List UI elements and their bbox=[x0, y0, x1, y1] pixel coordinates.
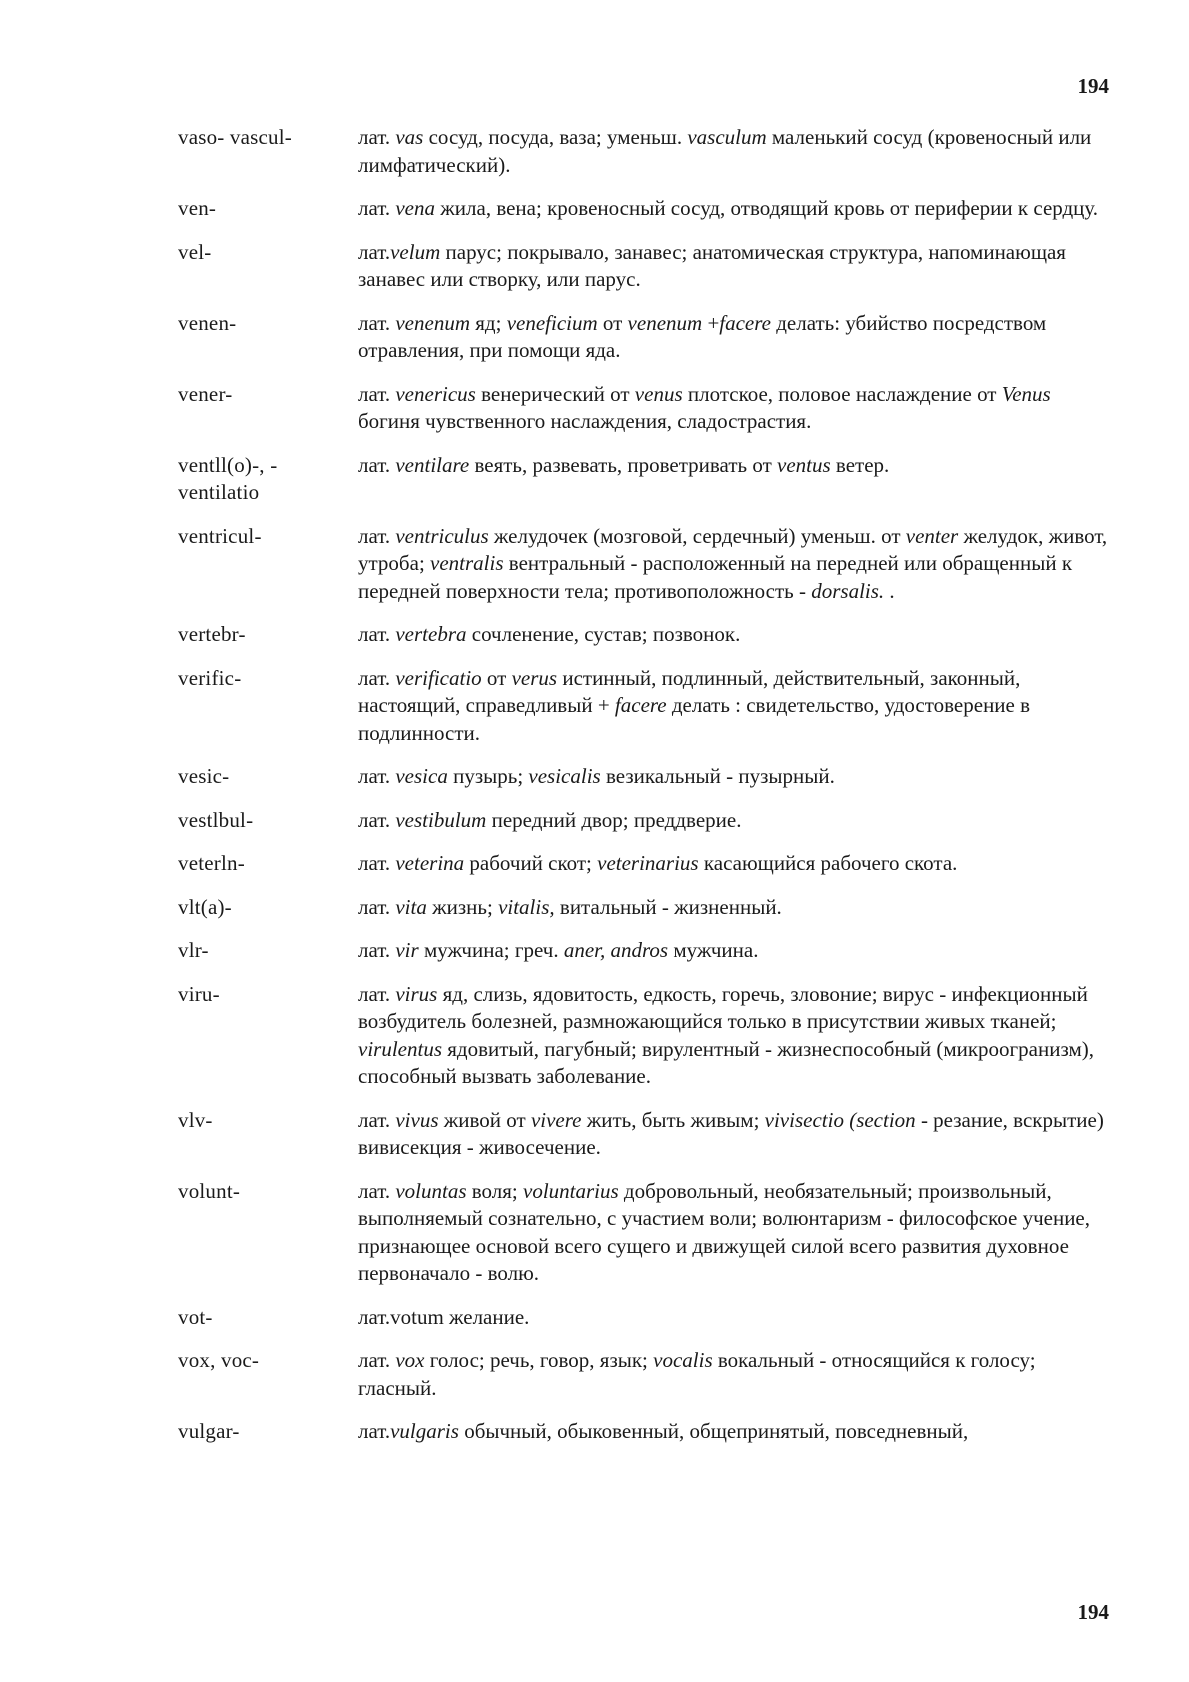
definition-text: лат. bbox=[358, 523, 396, 548]
dictionary-entry bbox=[178, 1178, 1108, 1288]
entry-definition bbox=[358, 523, 1108, 606]
definition-latin-term: ventralis bbox=[430, 551, 504, 575]
definition-text: лат. bbox=[358, 125, 396, 149]
dictionary-entry bbox=[178, 1347, 1108, 1402]
definition-latin-term: facere bbox=[719, 310, 771, 335]
definition-text: делать : свидетельство, удостоверение в подлинности. bbox=[358, 693, 1031, 745]
definition-text: ядовитый, пагубный; вирулентный - жизнеспособный (микроогранизм), способный вызвать заболевание. bbox=[358, 1036, 1094, 1088]
definition-text: добровольный, необязательный; произвольный, выполняемый сознательно, с участием воли; волюнтаризм - философское учение, признающее основой всего сущего и движущей силой всего развития духовное первоначало - волю. bbox=[358, 1178, 1091, 1285]
entry-definition bbox=[358, 1107, 1108, 1162]
dictionary-entry bbox=[178, 239, 1108, 294]
definition-text: лат. bbox=[358, 1107, 396, 1132]
definition-text: венерический от bbox=[475, 381, 635, 406]
definition-latin-term: dorsalis. bbox=[811, 578, 885, 603]
definition-latin-term: vita bbox=[395, 894, 427, 919]
definition-text: яд, слизь, ядовитость, едкость, горечь, зловоние; вирус - инфекционный возбудитель болезней, размножающийся только в присутствии живых тканей; bbox=[358, 981, 1088, 1033]
definition-text: жить, быть живым; bbox=[581, 1107, 765, 1132]
definition-latin-term: vivus bbox=[395, 1107, 439, 1132]
definition-latin-term: voluntas bbox=[395, 1178, 467, 1203]
definition-text: витальный - жизненный. bbox=[554, 894, 782, 919]
dictionary-entry bbox=[178, 523, 1108, 606]
definition-text: от bbox=[597, 310, 628, 335]
definition-text: жизнь; bbox=[426, 894, 499, 919]
definition-latin-term: virus bbox=[395, 981, 438, 1006]
definition-latin-term: vas bbox=[395, 125, 424, 149]
definition-text: делать: убийство посредством отравления, при помощи яда. bbox=[358, 310, 1047, 362]
entry-term: verific- bbox=[178, 665, 242, 690]
entry-definition bbox=[358, 1178, 1108, 1288]
definition-text: пузырь; bbox=[447, 764, 529, 788]
definition-latin-term: venenum bbox=[395, 310, 470, 335]
entry-definition bbox=[358, 763, 1108, 791]
definition-text: лат. bbox=[358, 764, 396, 788]
definition-text: лат. bbox=[358, 239, 391, 264]
definition-text: лат. bbox=[358, 807, 396, 832]
definition-text: ветер. bbox=[830, 452, 890, 477]
definition-text: передний двор; преддверие. bbox=[486, 807, 742, 832]
definition-text: мужчина. bbox=[668, 938, 759, 962]
definition-latin-term: vivisectio (section bbox=[764, 1107, 916, 1132]
definition-latin-term: vesica bbox=[395, 764, 448, 788]
entry-term: volunt- bbox=[178, 1178, 241, 1203]
definition-latin-term: vir bbox=[395, 938, 419, 962]
definition-text: рабочий скот; bbox=[464, 851, 598, 875]
definition-text: веять, развевать, проветривать от bbox=[469, 452, 777, 477]
definition-latin-term: ventriculus bbox=[395, 523, 489, 548]
definition-text: желудок, живот, утроба; bbox=[358, 523, 1108, 575]
definition-latin-term: velum bbox=[390, 239, 441, 264]
definition-text: сосуд, посуда, ваза; уменьш. bbox=[423, 125, 688, 149]
dictionary-entry bbox=[178, 850, 1108, 878]
definition-latin-term: veterinarius bbox=[597, 851, 699, 875]
definition-text: лат.votum желание. bbox=[358, 1304, 530, 1329]
dictionary-entry bbox=[178, 124, 1108, 179]
definition-text: лат. bbox=[358, 196, 396, 220]
definition-text: лат. bbox=[358, 1348, 396, 1372]
entry-term: vesic- bbox=[178, 764, 230, 788]
definition-text: везикальный - пузырный. bbox=[600, 764, 835, 788]
entry-term: ventll(o)-, - ventilatio bbox=[178, 452, 278, 504]
entry-definition bbox=[358, 981, 1108, 1091]
entry-term: venen- bbox=[178, 310, 237, 335]
entry-term: vlt(a)- bbox=[178, 894, 232, 919]
definition-text: маленький сосуд (кровеносный или лимфатический). bbox=[358, 125, 1092, 177]
entry-definition bbox=[358, 239, 1108, 294]
definition-text: + bbox=[702, 310, 720, 335]
definition-text: лат. bbox=[358, 452, 396, 477]
dictionary-entry bbox=[178, 763, 1108, 791]
entry-term: vlr- bbox=[178, 938, 209, 962]
dictionary-entry bbox=[178, 665, 1108, 748]
definition-text: лат. bbox=[358, 381, 396, 406]
definition-text: касающийся рабочего скота. bbox=[698, 851, 958, 875]
definition-text: парус; покрывало, занавес; анатомическая структура, напоминающая занавес или створку, или парус. bbox=[358, 239, 1066, 291]
definition-latin-term: venter bbox=[905, 523, 959, 548]
definition-text: лат. bbox=[358, 622, 396, 646]
entry-term: vulgar- bbox=[178, 1419, 240, 1443]
definition-latin-term: verificatio bbox=[395, 665, 482, 690]
definition-text: лат. bbox=[358, 981, 396, 1006]
definition-text: лат. bbox=[358, 851, 396, 875]
dictionary-entries bbox=[178, 124, 1108, 1462]
dictionary-entry bbox=[178, 381, 1108, 436]
definition-latin-term: veterina bbox=[395, 851, 465, 875]
definition-text: живой от bbox=[438, 1107, 531, 1132]
definition-text: яд; bbox=[470, 310, 507, 335]
dictionary-entry bbox=[178, 1304, 1108, 1332]
definition-latin-term: voluntarius bbox=[523, 1178, 619, 1203]
dictionary-entry bbox=[178, 621, 1108, 649]
entry-definition bbox=[358, 1418, 1108, 1446]
entry-definition bbox=[358, 381, 1108, 436]
entry-definition bbox=[358, 452, 1108, 480]
entry-definition bbox=[358, 850, 1108, 878]
definition-text: желудочек (мозговой, сердечный) уменьш. от bbox=[488, 523, 906, 548]
definition-text: голос; речь, говор, язык; bbox=[424, 1348, 654, 1372]
entry-definition bbox=[358, 124, 1108, 179]
definition-text: - резание, вскрытие) вивисекция - живосечение. bbox=[358, 1107, 1104, 1159]
definition-text: лат. bbox=[358, 1178, 396, 1203]
definition-text: воля; bbox=[466, 1178, 523, 1203]
definition-text: вентральный - расположенный на передней или обращенный к передней поверхности тела; противоположность - bbox=[358, 551, 1073, 603]
entry-term: vel- bbox=[178, 239, 212, 264]
definition-latin-term: vocalis bbox=[653, 1348, 713, 1372]
definition-latin-term: vivere bbox=[530, 1107, 582, 1132]
entry-term: vener- bbox=[178, 381, 233, 406]
definition-latin-term: vasculum bbox=[687, 125, 767, 149]
dictionary-entry bbox=[178, 310, 1108, 365]
definition-text: лат. bbox=[358, 1419, 391, 1443]
definition-latin-term: virulentus bbox=[358, 1036, 442, 1061]
definition-text: сочленение, сустав; позвонок. bbox=[466, 622, 741, 646]
entry-definition bbox=[358, 1304, 1108, 1332]
definition-latin-term: facere bbox=[614, 693, 667, 717]
definition-text: . bbox=[884, 578, 895, 603]
definition-latin-term: vena bbox=[395, 196, 436, 220]
page-number-bottom: 194 bbox=[1077, 1600, 1109, 1624]
entry-term: veterln- bbox=[178, 851, 245, 875]
entry-definition bbox=[358, 310, 1108, 365]
entry-definition bbox=[358, 665, 1108, 748]
entry-definition bbox=[358, 937, 1108, 965]
definition-text: от bbox=[481, 665, 512, 690]
definition-latin-term: venus bbox=[634, 381, 683, 406]
definition-latin-term: vesicalis bbox=[528, 764, 601, 788]
definition-text: лат. bbox=[358, 894, 396, 919]
dictionary-entry bbox=[178, 937, 1108, 965]
entry-term: vertebr- bbox=[178, 622, 246, 646]
entry-definition bbox=[358, 807, 1108, 835]
definition-text: вокальный - относящийся к голосу; гласный. bbox=[358, 1348, 1036, 1400]
entry-term: vestlbul- bbox=[178, 807, 254, 832]
definition-latin-term: Venus bbox=[1001, 381, 1051, 406]
definition-latin-term: venericus bbox=[395, 381, 476, 406]
entry-term: ven- bbox=[178, 196, 217, 220]
page-number-top: 194 bbox=[1077, 74, 1109, 98]
entry-term: vox, voc- bbox=[178, 1348, 260, 1372]
definition-text: мужчина; греч. bbox=[418, 938, 564, 962]
definition-text: лат. bbox=[358, 665, 396, 690]
dictionary-entry bbox=[178, 452, 1108, 507]
definition-latin-term: venenum bbox=[627, 310, 703, 335]
definition-latin-term: verus bbox=[511, 665, 558, 690]
definition-text: лат. bbox=[358, 938, 396, 962]
definition-text: истинный, подлинный, действительный, законный, настоящий, справедливый + bbox=[358, 665, 1021, 717]
dictionary-entry bbox=[178, 1418, 1108, 1446]
entry-definition bbox=[358, 195, 1108, 223]
entry-term: vlv- bbox=[178, 1107, 213, 1132]
definition-latin-term: vulgaris bbox=[390, 1419, 459, 1443]
entry-term: viru- bbox=[178, 981, 220, 1006]
definition-latin-term: vitalis, bbox=[498, 894, 555, 919]
entry-term: vot- bbox=[178, 1304, 213, 1329]
entry-term: vaso- vascul- bbox=[178, 125, 292, 149]
entry-definition bbox=[358, 1347, 1108, 1402]
definition-text: богиня чувственного наслаждения, сладострастия. bbox=[358, 409, 812, 433]
definition-text: лат. bbox=[358, 310, 396, 335]
dictionary-entry bbox=[178, 1107, 1108, 1162]
definition-text: обычный, обыковенный, общепринятый, повседневный, bbox=[458, 1419, 969, 1443]
definition-latin-term: aner, andros bbox=[563, 938, 669, 962]
definition-latin-term: ventilare bbox=[395, 452, 470, 477]
dictionary-entry bbox=[178, 807, 1108, 835]
definition-latin-term: vox bbox=[395, 1348, 425, 1372]
definition-text: жила, вена; кровеносный сосуд, отводящий кровь от периферии к сердцу. bbox=[435, 196, 1099, 220]
dictionary-entry bbox=[178, 981, 1108, 1091]
dictionary-entry bbox=[178, 195, 1108, 223]
entry-definition bbox=[358, 894, 1108, 922]
dictionary-entry bbox=[178, 894, 1108, 922]
entry-term: ventricul- bbox=[178, 523, 262, 548]
definition-latin-term: veneficium bbox=[506, 310, 598, 335]
definition-latin-term: vestibulum bbox=[395, 807, 487, 832]
definition-latin-term: vertebra bbox=[395, 622, 467, 646]
entry-definition bbox=[358, 621, 1108, 649]
definition-latin-term: ventus bbox=[777, 452, 831, 477]
definition-text: плотское, половое наслаждение от bbox=[682, 381, 1002, 406]
